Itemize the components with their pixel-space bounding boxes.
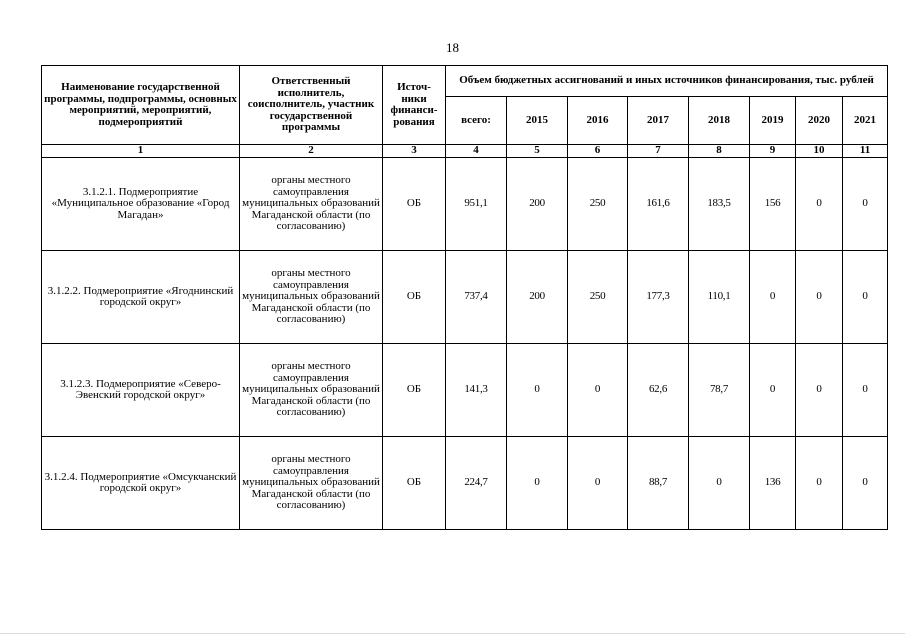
value-cell: 156	[750, 158, 796, 251]
measure-name: 3.1.2.3. Подмероприятие «Северо-Эвенский городской округ»	[42, 344, 240, 437]
header-total: всего:	[446, 97, 507, 145]
header-year: 2015	[507, 97, 568, 145]
column-number: 7	[628, 145, 689, 158]
executor-cell: органы местного самоуправления муниципальных образований Магаданской области (по согласованию)	[240, 344, 383, 437]
value-cell: 250	[568, 251, 628, 344]
table-row	[42, 437, 888, 530]
source-cell: ОБ	[383, 344, 446, 437]
header-year: 2019	[750, 97, 796, 145]
value-cell: 110,1	[689, 251, 750, 344]
column-number: 5	[507, 145, 568, 158]
value-cell: 0	[750, 251, 796, 344]
source-cell: ОБ	[383, 158, 446, 251]
value-cell: 0	[507, 437, 568, 530]
measure-name: 3.1.2.2. Подмероприятие «Ягоднинский городской округ»	[42, 251, 240, 344]
value-cell: 78,7	[689, 344, 750, 437]
value-cell: 88,7	[628, 437, 689, 530]
value-cell: 200	[507, 158, 568, 251]
budget-table	[41, 65, 888, 530]
table-row	[42, 251, 888, 344]
header-year: 2021	[843, 97, 888, 145]
value-cell: 0	[796, 251, 843, 344]
page-number: 18	[446, 40, 459, 55]
header-year: 2020	[796, 97, 843, 145]
value-cell: 0	[796, 437, 843, 530]
value-cell: 0	[750, 344, 796, 437]
value-cell: 0	[843, 158, 888, 251]
value-cell: 0	[507, 344, 568, 437]
measure-name: 3.1.2.1. Подмероприятие «Муниципальное образование «Город Магадан»	[42, 158, 240, 251]
header-name: Наименование государственной программы, подпрограммы, основных мероприятий, мероприятий, подмероприятий	[42, 66, 240, 145]
value-cell: 200	[507, 251, 568, 344]
total-cell: 141,3	[446, 344, 507, 437]
header-source: Источ-ники финанси-рования	[383, 66, 446, 145]
value-cell: 177,3	[628, 251, 689, 344]
column-number: 4	[446, 145, 507, 158]
executor-cell: органы местного самоуправления муниципальных образований Магаданской области (по согласованию)	[240, 251, 383, 344]
value-cell: 0	[843, 437, 888, 530]
table-row	[42, 344, 888, 437]
executor-cell: органы местного самоуправления муниципальных образований Магаданской области (по согласованию)	[240, 437, 383, 530]
value-cell: 250	[568, 158, 628, 251]
column-number: 2	[240, 145, 383, 158]
value-cell: 183,5	[689, 158, 750, 251]
value-cell: 0	[689, 437, 750, 530]
total-cell: 951,1	[446, 158, 507, 251]
value-cell: 0	[843, 344, 888, 437]
column-number-row	[42, 145, 888, 158]
column-number: 11	[843, 145, 888, 158]
column-number: 8	[689, 145, 750, 158]
header-funding: Объем бюджетных ассигнований и иных источников финансирования, тыс. рублей	[446, 66, 888, 97]
column-number: 6	[568, 145, 628, 158]
header-year: 2017	[628, 97, 689, 145]
value-cell: 0	[843, 251, 888, 344]
column-number: 9	[750, 145, 796, 158]
source-cell: ОБ	[383, 437, 446, 530]
value-cell: 0	[568, 344, 628, 437]
table-row	[42, 158, 888, 251]
column-number: 3	[383, 145, 446, 158]
value-cell: 0	[796, 158, 843, 251]
column-number: 10	[796, 145, 843, 158]
header-executor: Ответственный исполнитель, соисполнитель, участник государственной программы	[240, 66, 383, 145]
header-year: 2016	[568, 97, 628, 145]
total-cell: 224,7	[446, 437, 507, 530]
scan-edge-line	[0, 633, 905, 634]
value-cell: 136	[750, 437, 796, 530]
header-year: 2018	[689, 97, 750, 145]
source-cell: ОБ	[383, 251, 446, 344]
value-cell: 0	[568, 437, 628, 530]
column-number: 1	[42, 145, 240, 158]
value-cell: 161,6	[628, 158, 689, 251]
value-cell: 0	[796, 344, 843, 437]
executor-cell: органы местного самоуправления муниципальных образований Магаданской области (по согласованию)	[240, 158, 383, 251]
value-cell: 62,6	[628, 344, 689, 437]
measure-name: 3.1.2.4. Подмероприятие «Омсукчанский городской округ»	[42, 437, 240, 530]
total-cell: 737,4	[446, 251, 507, 344]
